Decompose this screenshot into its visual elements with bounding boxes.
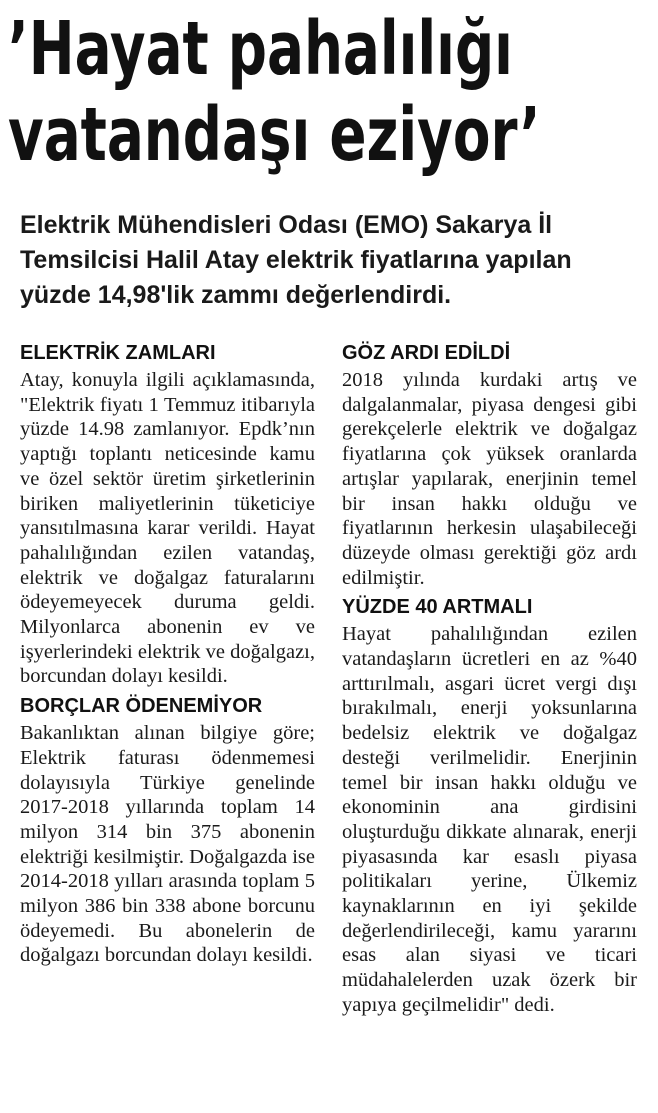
- section-body: 2018 yılında kurdaki artış ve dalgalanmalar, piyasa dengesi gibi gerekçelerle elektrik ve doğalgaz fiyatlarına çok yüksek oranlarda artışlar yapılarak, enerjinin temel bir insan hakkı olduğu ve fiyatlarının herkesin ulaşabileceği düzeyde olması gerektiği göz ardı edilmiştir.: [342, 369, 637, 589]
- section-heading: GÖZ ARDI EDİLDİ: [342, 342, 511, 364]
- section-heading: BORÇLAR ÖDENEMİYOR: [20, 695, 263, 718]
- section-body: Bakanlıktan alınan bilgiye göre; Elektrik faturası ödenmemesi dolayısıyla Türkiye genelinde 2017-2018 yıllarında toplam 14 milyon 314 bin 375 abonenin elektriği kesilmiştir. Doğalgazda ise 2014-2018 yılları arasında toplam 5 milyon 386 bin 338 abone borcunu ödeyemedi. Bu abonelerin de doğalgazı borcundan dolayı kesildi.: [20, 722, 315, 967]
- headline-line-1: ’Hayat pahalılığı: [8, 6, 513, 92]
- section-heading: ELEKTRİK ZAMLARI: [20, 342, 216, 364]
- headline: [8, 6, 541, 178]
- section-yuzde-40-artmali: [342, 594, 637, 1017]
- right-column: [342, 340, 637, 1022]
- section-heading: YÜZDE 40 ARTMALI: [342, 596, 533, 619]
- section-borclar-odenemiyor: [20, 693, 315, 968]
- section-goz-ardi-edildi: [342, 340, 637, 590]
- headline-line-2: vatandaşı eziyor’: [8, 92, 541, 178]
- article-spot: Elektrik Mühendisleri Odası (EMO) Sakarya İl Temsilcisi Halil Atay elektrik fiyatlarına yapılan yüzde 14,98'lik zammı değerlendirdi.: [20, 211, 572, 309]
- left-column: [20, 340, 315, 972]
- section-elektrik-zamlari: [20, 340, 315, 689]
- section-body: Atay, konuyla ilgili açıklamasında, "Elektrik fiyatı 1 Temmuz itibarıyla yüzde 14.98 zamlanıyor. Epdk’nın yaptığı toplantı neticesinde kamu ve özel sektör üretim şirketlerinin biriken maliyetlerinin tüketiciye yansıtılmasına karar verildi. Hayat pahalılığından ezilen vatandaş, elektrik ve doğalgaz faturalarını ödeyemeyecek duruma geldi. Milyonlarca abonenin ev ve işyerlerindeki elektrik ve doğalgazı, borcundan dolayı kesildi.: [20, 369, 315, 688]
- section-body: Hayat pahalılığından ezilen vatandaşların ücretleri en az %40 arttırılmalı, asgari ücret vergi dışı bırakılmalı, enerji yoksunlarına bedelsiz elektrik ve doğalgaz desteği verilmelidir. Enerjinin temel bir insan hakkı olduğu ve ekonominin ana girdisini oluşturduğu dikkate alınarak, enerji piyasasında kar esaslı piyasa politikaları yerine, Ülkemiz kaynaklarının en iyi şekilde değerlendirileceği, kamu yararını esas alan siyasi ve ticari müdahalelerden uzak özerk bir yapıya geçilmelidir" dedi.: [342, 623, 637, 1016]
